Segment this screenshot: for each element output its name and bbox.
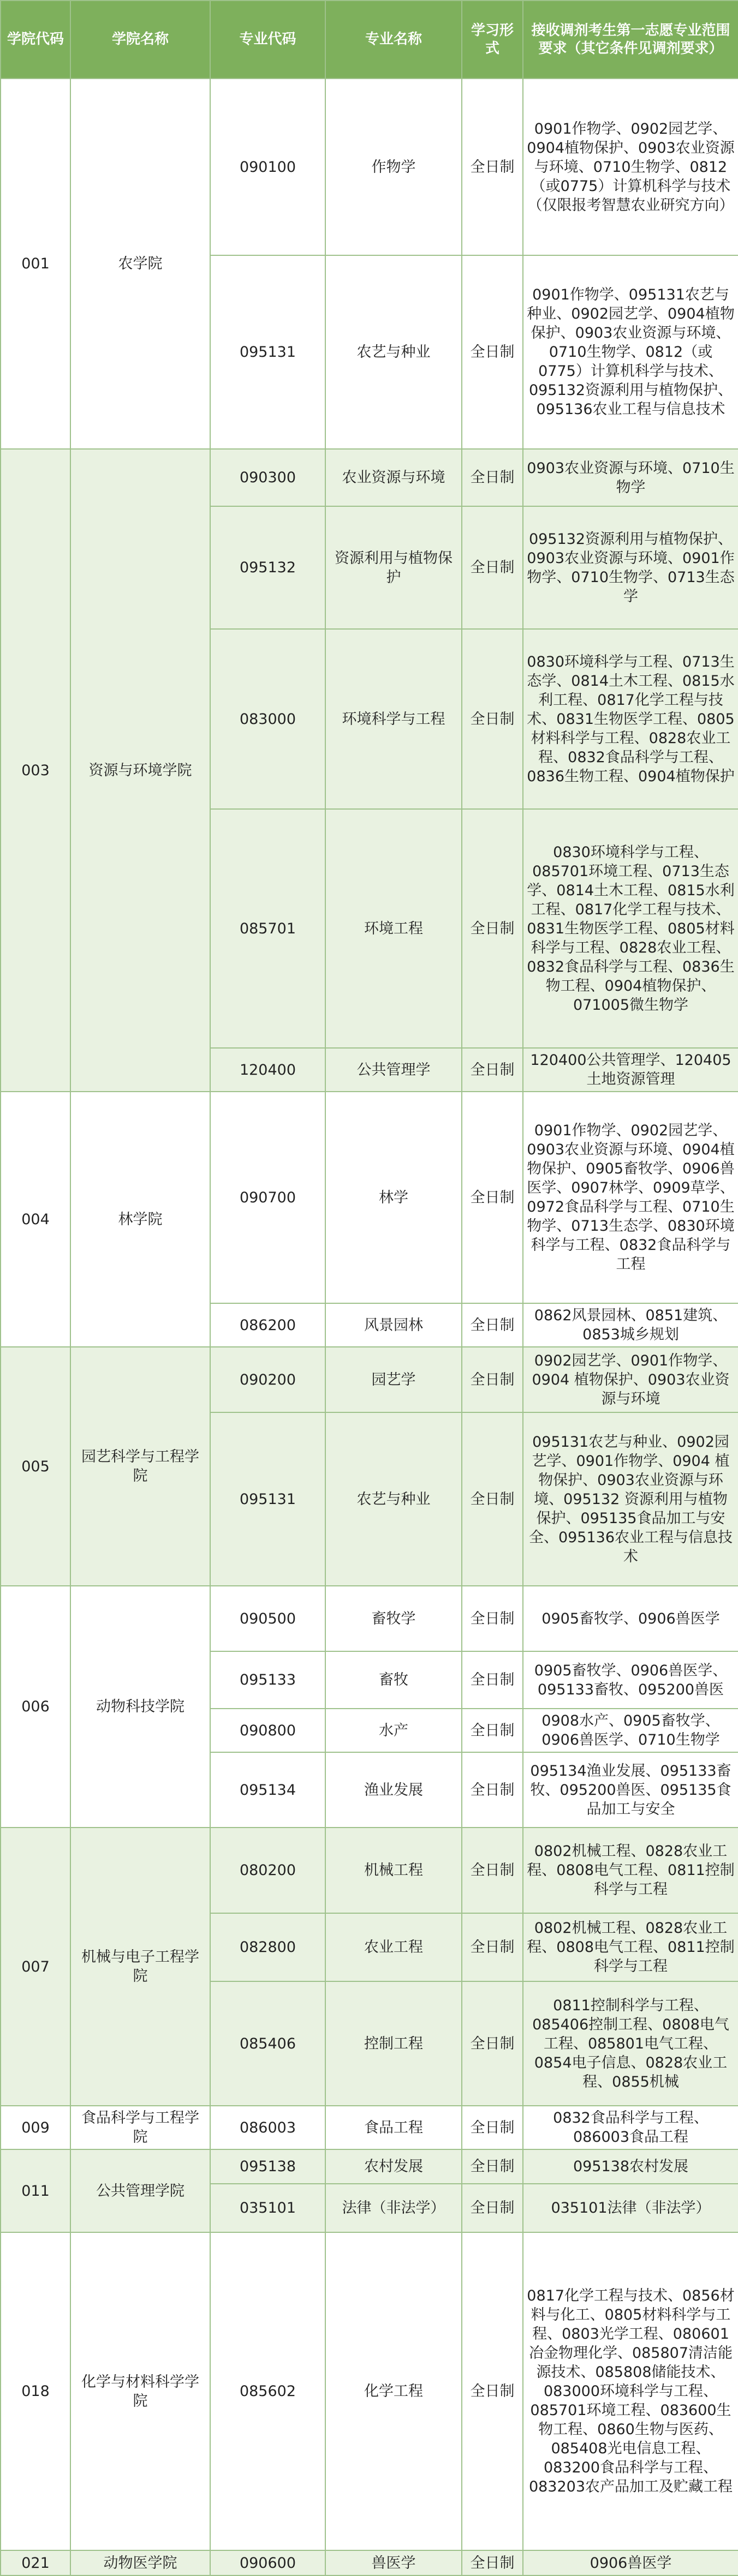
major-code-cell: 082800 <box>210 1913 325 1981</box>
study-mode-cell: 全日制 <box>462 1347 523 1412</box>
major-code-cell: 090200 <box>210 1347 325 1412</box>
requirement-cell: 0908水产、0905畜牧学、0906兽医学、0710生物学 <box>523 1709 738 1752</box>
major-code-cell: 095134 <box>210 1752 325 1828</box>
study-mode-cell: 全日制 <box>462 255 523 449</box>
study-mode-cell: 全日制 <box>462 1412 523 1586</box>
college-name-cell: 化学与材料科学学院 <box>70 2232 210 2550</box>
header-major-name: 专业名称 <box>325 1 462 79</box>
study-mode-cell: 全日制 <box>462 2550 523 2575</box>
major-code-cell: 095133 <box>210 1651 325 1709</box>
requirement-cell: 0811控制科学与工程、085406控制工程、0808电气工程、085801电气工程、0854电子信息、0828农业工程、0855机械 <box>523 1981 738 2106</box>
college-code-cell: 001 <box>1 79 70 449</box>
major-name-cell: 食品工程 <box>325 2106 462 2149</box>
requirement-cell: 0905畜牧学、0906兽医学、095133畜牧、095200兽医 <box>523 1651 738 1709</box>
major-name-cell: 农艺与种业 <box>325 1412 462 1586</box>
requirement-cell: 0901作物学、0902园艺学、0904植物保护、0903农业资源与环境、0710生物学、0812（或0775）计算机科学与技术（仅限报考智慧农业研究方向） <box>523 79 738 255</box>
major-name-cell: 公共管理学 <box>325 1048 462 1092</box>
major-code-cell: 035101 <box>210 2184 325 2232</box>
study-mode-cell: 全日制 <box>462 2106 523 2149</box>
table-row <box>1 1347 738 1412</box>
study-mode-cell: 全日制 <box>462 1303 523 1347</box>
major-name-cell: 水产 <box>325 1709 462 1752</box>
college-code-cell: 004 <box>1 1092 70 1347</box>
table-header-row <box>1 1 738 79</box>
table-row <box>1 1586 738 1651</box>
requirement-cell: 0802机械工程、0828农业工程、0808电气工程、0811控制科学与工程 <box>523 1828 738 1913</box>
college-code-cell: 021 <box>1 2550 70 2575</box>
requirement-cell: 0830环境科学与工程、0713生态学、0814土木工程、0815水利工程、0817化学工程与技术、0831生物医学工程、0805材料科学与工程、0828农业工程、0832食品科学与工程、0836生物工程、0904植物保护 <box>523 629 738 809</box>
major-code-cell: 085406 <box>210 1981 325 2106</box>
major-code-cell: 095131 <box>210 255 325 449</box>
major-name-cell: 风景园林 <box>325 1303 462 1347</box>
requirement-cell: 0901作物学、0902园艺学、0903农业资源与环境、0904植物保护、0905畜牧学、0906兽医学、0907林学、0909草学、0972食品科学与工程、0710生物学、0713生态学、0830环境科学与工程、0832食品科学与工程 <box>523 1092 738 1303</box>
college-code-cell: 009 <box>1 2106 70 2149</box>
requirement-cell: 0802机械工程、0828农业工程、0808电气工程、0811控制科学与工程 <box>523 1913 738 1981</box>
college-code-cell: 005 <box>1 1347 70 1586</box>
college-code-cell: 007 <box>1 1828 70 2106</box>
major-name-cell: 兽医学 <box>325 2550 462 2575</box>
major-code-cell: 085602 <box>210 2232 325 2550</box>
major-code-cell: 085701 <box>210 809 325 1048</box>
requirement-cell: 0906兽医学 <box>523 2550 738 2575</box>
table-row <box>1 2550 738 2575</box>
study-mode-cell: 全日制 <box>462 1048 523 1092</box>
major-name-cell: 资源利用与植物保护 <box>325 506 462 629</box>
requirement-cell: 0830环境科学与工程、085701环境工程、0713生态学、0814土木工程、0815水利工程、0817化学工程与技术、0831生物医学工程、0805材料科学与工程、0828农业工程、0832食品科学与工程、0836生物工程、0904植物保护、071005微生物学 <box>523 809 738 1048</box>
requirement-cell: 120400公共管理学、120405土地资源管理 <box>523 1048 738 1092</box>
major-name-cell: 化学工程 <box>325 2232 462 2550</box>
study-mode-cell: 全日制 <box>462 1752 523 1828</box>
study-mode-cell: 全日制 <box>462 1709 523 1752</box>
table-row <box>1 1092 738 1303</box>
major-code-cell: 095132 <box>210 506 325 629</box>
major-code-cell: 090800 <box>210 1709 325 1752</box>
college-name-cell: 机械与电子工程学院 <box>70 1828 210 2106</box>
study-mode-cell: 全日制 <box>462 506 523 629</box>
major-name-cell: 作物学 <box>325 79 462 255</box>
study-mode-cell: 全日制 <box>462 2184 523 2232</box>
study-mode-cell: 全日制 <box>462 2149 523 2184</box>
table-row <box>1 2232 738 2550</box>
major-name-cell: 园艺学 <box>325 1347 462 1412</box>
study-mode-cell: 全日制 <box>462 809 523 1048</box>
college-name-cell: 公共管理学院 <box>70 2149 210 2232</box>
major-code-cell: 086200 <box>210 1303 325 1347</box>
header-requirement: 接收调剂考生第一志愿专业范围要求（其它条件见调剂要求） <box>523 1 738 79</box>
requirement-cell: 035101法律（非法学） <box>523 2184 738 2232</box>
college-name-cell: 动物医学院 <box>70 2550 210 2575</box>
major-name-cell: 畜牧学 <box>325 1586 462 1651</box>
major-code-cell: 095138 <box>210 2149 325 2184</box>
major-name-cell: 环境科学与工程 <box>325 629 462 809</box>
requirement-cell: 095138农村发展 <box>523 2149 738 2184</box>
requirement-cell: 0832食品科学与工程、086003食品工程 <box>523 2106 738 2149</box>
study-mode-cell: 全日制 <box>462 1828 523 1913</box>
requirement-cell: 095131农艺与种业、0902园艺学、0901作物学、0904 植物保护、0903农业资源与环境、095132 资源利用与植物保护、095135食品加工与安全、095136农业工程与信息技术 <box>523 1412 738 1586</box>
college-code-cell: 003 <box>1 449 70 1092</box>
major-code-cell: 095131 <box>210 1412 325 1586</box>
college-name-cell: 林学院 <box>70 1092 210 1347</box>
college-code-cell: 018 <box>1 2232 70 2550</box>
table-row <box>1 79 738 255</box>
table-row <box>1 2149 738 2184</box>
requirement-cell: 0902园艺学、0901作物学、0904 植物保护、0903农业资源与环境 <box>523 1347 738 1412</box>
table-row <box>1 449 738 506</box>
major-code-cell: 083000 <box>210 629 325 809</box>
study-mode-cell: 全日制 <box>462 1586 523 1651</box>
major-code-cell: 086003 <box>210 2106 325 2149</box>
major-code-cell: 080200 <box>210 1828 325 1913</box>
college-code-cell: 011 <box>1 2149 70 2232</box>
college-code-cell: 006 <box>1 1586 70 1828</box>
requirement-cell: 0901作物学、095131农艺与种业、0902园艺学、0904植物保护、0903农业资源与环境、0710生物学、0812（或0775）计算机科学与技术、095132资源利用与植物保护、095136农业工程与信息技术 <box>523 255 738 449</box>
study-mode-cell: 全日制 <box>462 1651 523 1709</box>
study-mode-cell: 全日制 <box>462 449 523 506</box>
major-code-cell: 120400 <box>210 1048 325 1092</box>
major-name-cell: 畜牧 <box>325 1651 462 1709</box>
header-college-name: 学院名称 <box>70 1 210 79</box>
major-name-cell: 环境工程 <box>325 809 462 1048</box>
major-name-cell: 农村发展 <box>325 2149 462 2184</box>
college-name-cell: 资源与环境学院 <box>70 449 210 1092</box>
requirement-cell: 0817化学工程与技术、0856材料与化工、0805材料科学与工程、0803光学工程、080601冶金物理化学、085807清洁能源技术、085808储能技术、083000环境科学与工程、085701环境工程、083600生物工程、0860生物与医药、085408光电信息工程、083200食品科学与工程、083203农产品加工及贮藏工程 <box>523 2232 738 2550</box>
major-name-cell: 控制工程 <box>325 1981 462 2106</box>
study-mode-cell: 全日制 <box>462 2232 523 2550</box>
header-major-code: 专业代码 <box>210 1 325 79</box>
requirement-cell: 0905畜牧学、0906兽医学 <box>523 1586 738 1651</box>
study-mode-cell: 全日制 <box>462 1913 523 1981</box>
study-mode-cell: 全日制 <box>462 79 523 255</box>
requirement-cell: 0903农业资源与环境、0710生物学 <box>523 449 738 506</box>
study-mode-cell: 全日制 <box>462 1092 523 1303</box>
major-code-cell: 090600 <box>210 2550 325 2575</box>
major-name-cell: 农业资源与环境 <box>325 449 462 506</box>
major-name-cell: 农业工程 <box>325 1913 462 1981</box>
major-code-cell: 090100 <box>210 79 325 255</box>
header-college-code: 学院代码 <box>1 1 70 79</box>
major-name-cell: 农艺与种业 <box>325 255 462 449</box>
major-name-cell: 机械工程 <box>325 1828 462 1913</box>
table-row <box>1 1828 738 1913</box>
major-code-cell: 090300 <box>210 449 325 506</box>
major-code-cell: 090500 <box>210 1586 325 1651</box>
major-name-cell: 林学 <box>325 1092 462 1303</box>
major-name-cell: 渔业发展 <box>325 1752 462 1828</box>
major-name-cell: 法律（非法学） <box>325 2184 462 2232</box>
college-name-cell: 动物科技学院 <box>70 1586 210 1828</box>
study-mode-cell: 全日制 <box>462 1981 523 2106</box>
college-name-cell: 园艺科学与工程学院 <box>70 1347 210 1586</box>
requirement-cell: 095132资源利用与植物保护、0903农业资源与环境、0901作物学、0710生物学、0713生态学 <box>523 506 738 629</box>
study-mode-cell: 全日制 <box>462 629 523 809</box>
college-name-cell: 食品科学与工程学院 <box>70 2106 210 2149</box>
major-code-cell: 090700 <box>210 1092 325 1303</box>
header-study-mode: 学习形式 <box>462 1 523 79</box>
requirement-cell: 0862风景园林、0851建筑、0853城乡规划 <box>523 1303 738 1347</box>
table-row <box>1 2106 738 2149</box>
college-name-cell: 农学院 <box>70 79 210 449</box>
requirement-cell: 095134渔业发展、095133畜牧、095200兽医、095135食品加工与安全 <box>523 1752 738 1828</box>
